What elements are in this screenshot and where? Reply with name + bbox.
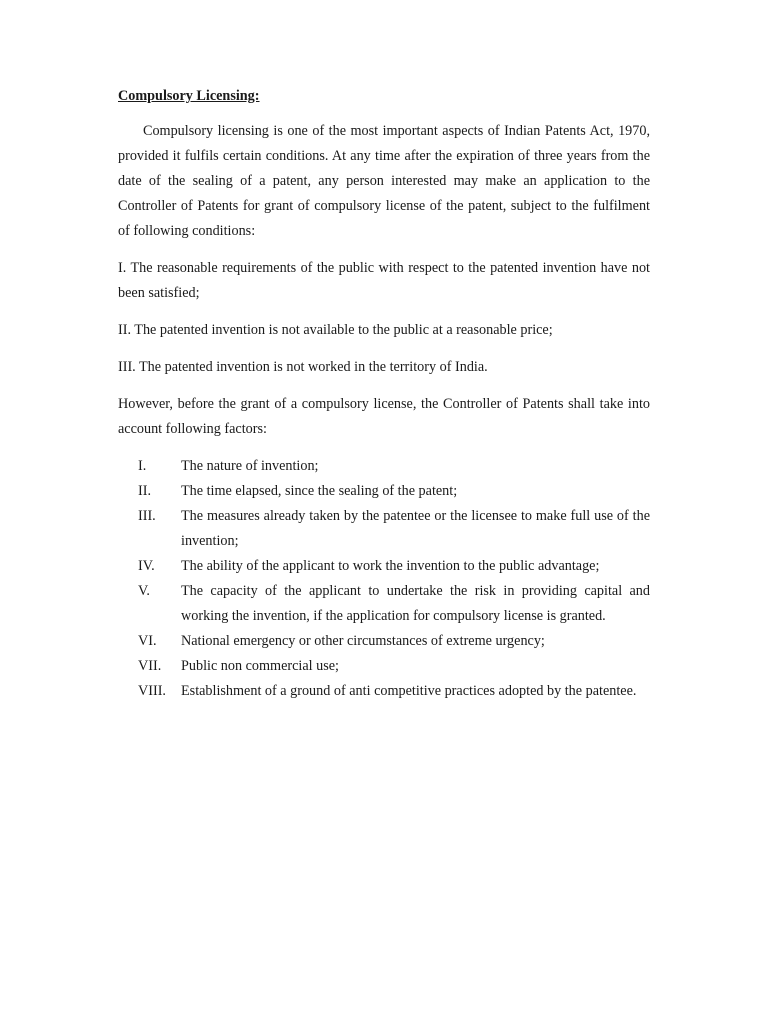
intro-paragraph: Compulsory licensing is one of the most important aspects of Indian Patents Act, 1970, provided it fulfils certain conditions. At any time after the expiration of three years from the date of the sealing of a patent, any person interested may make an application to the Controller of Patents for grant of compulsory license of the patent, subject to the fulfilment of following conditions: [118,123,650,239]
condition-item: II. The patented invention is not available to the public at a reasonable price; [118,322,553,338]
factor-text: The ability of the applicant to work the invention to the public advantage; [181,558,600,574]
factor-item [118,654,650,679]
factor-text: National emergency or other circumstances of extreme urgency; [181,633,545,649]
condition-item: III. The patented invention is not worked in the territory of India. [118,359,488,375]
condition-item: I. The reasonable requirements of the public with respect to the patented invention have not been satisfied; [118,260,650,301]
factor-number: V. [138,583,150,599]
factor-text: Public non commercial use; [181,658,339,674]
factor-item [118,554,650,579]
factor-text: Establishment of a ground of anti competitive practices adopted by the patentee. [181,683,637,699]
factor-text: The nature of invention; [181,458,319,474]
section-heading: Compulsory Licensing: [118,88,260,104]
factor-item [118,629,650,654]
factor-number: IV. [138,558,155,574]
factor-number: VIII. [138,683,166,699]
document-page [118,84,650,704]
factor-number: III. [138,508,156,524]
factor-number: VI. [138,633,157,649]
factor-number: II. [138,483,151,499]
factor-number: VII. [138,658,162,674]
factor-item [118,454,650,479]
factor-number: I. [138,458,147,474]
factor-text: The time elapsed, since the sealing of the patent; [181,483,458,499]
factor-item [118,579,650,629]
factor-text: The measures already taken by the patentee or the licensee to make full use of the invention; [181,508,650,549]
factor-item [118,479,650,504]
factors-intro-paragraph: However, before the grant of a compulsory license, the Controller of Patents shall take into account following factors: [118,396,650,437]
factor-item [118,504,650,554]
factor-text: The capacity of the applicant to undertake the risk in providing capital and working the invention, if the application for compulsory license is granted. [181,583,650,624]
factors-list [118,454,650,704]
factor-item [118,679,650,704]
